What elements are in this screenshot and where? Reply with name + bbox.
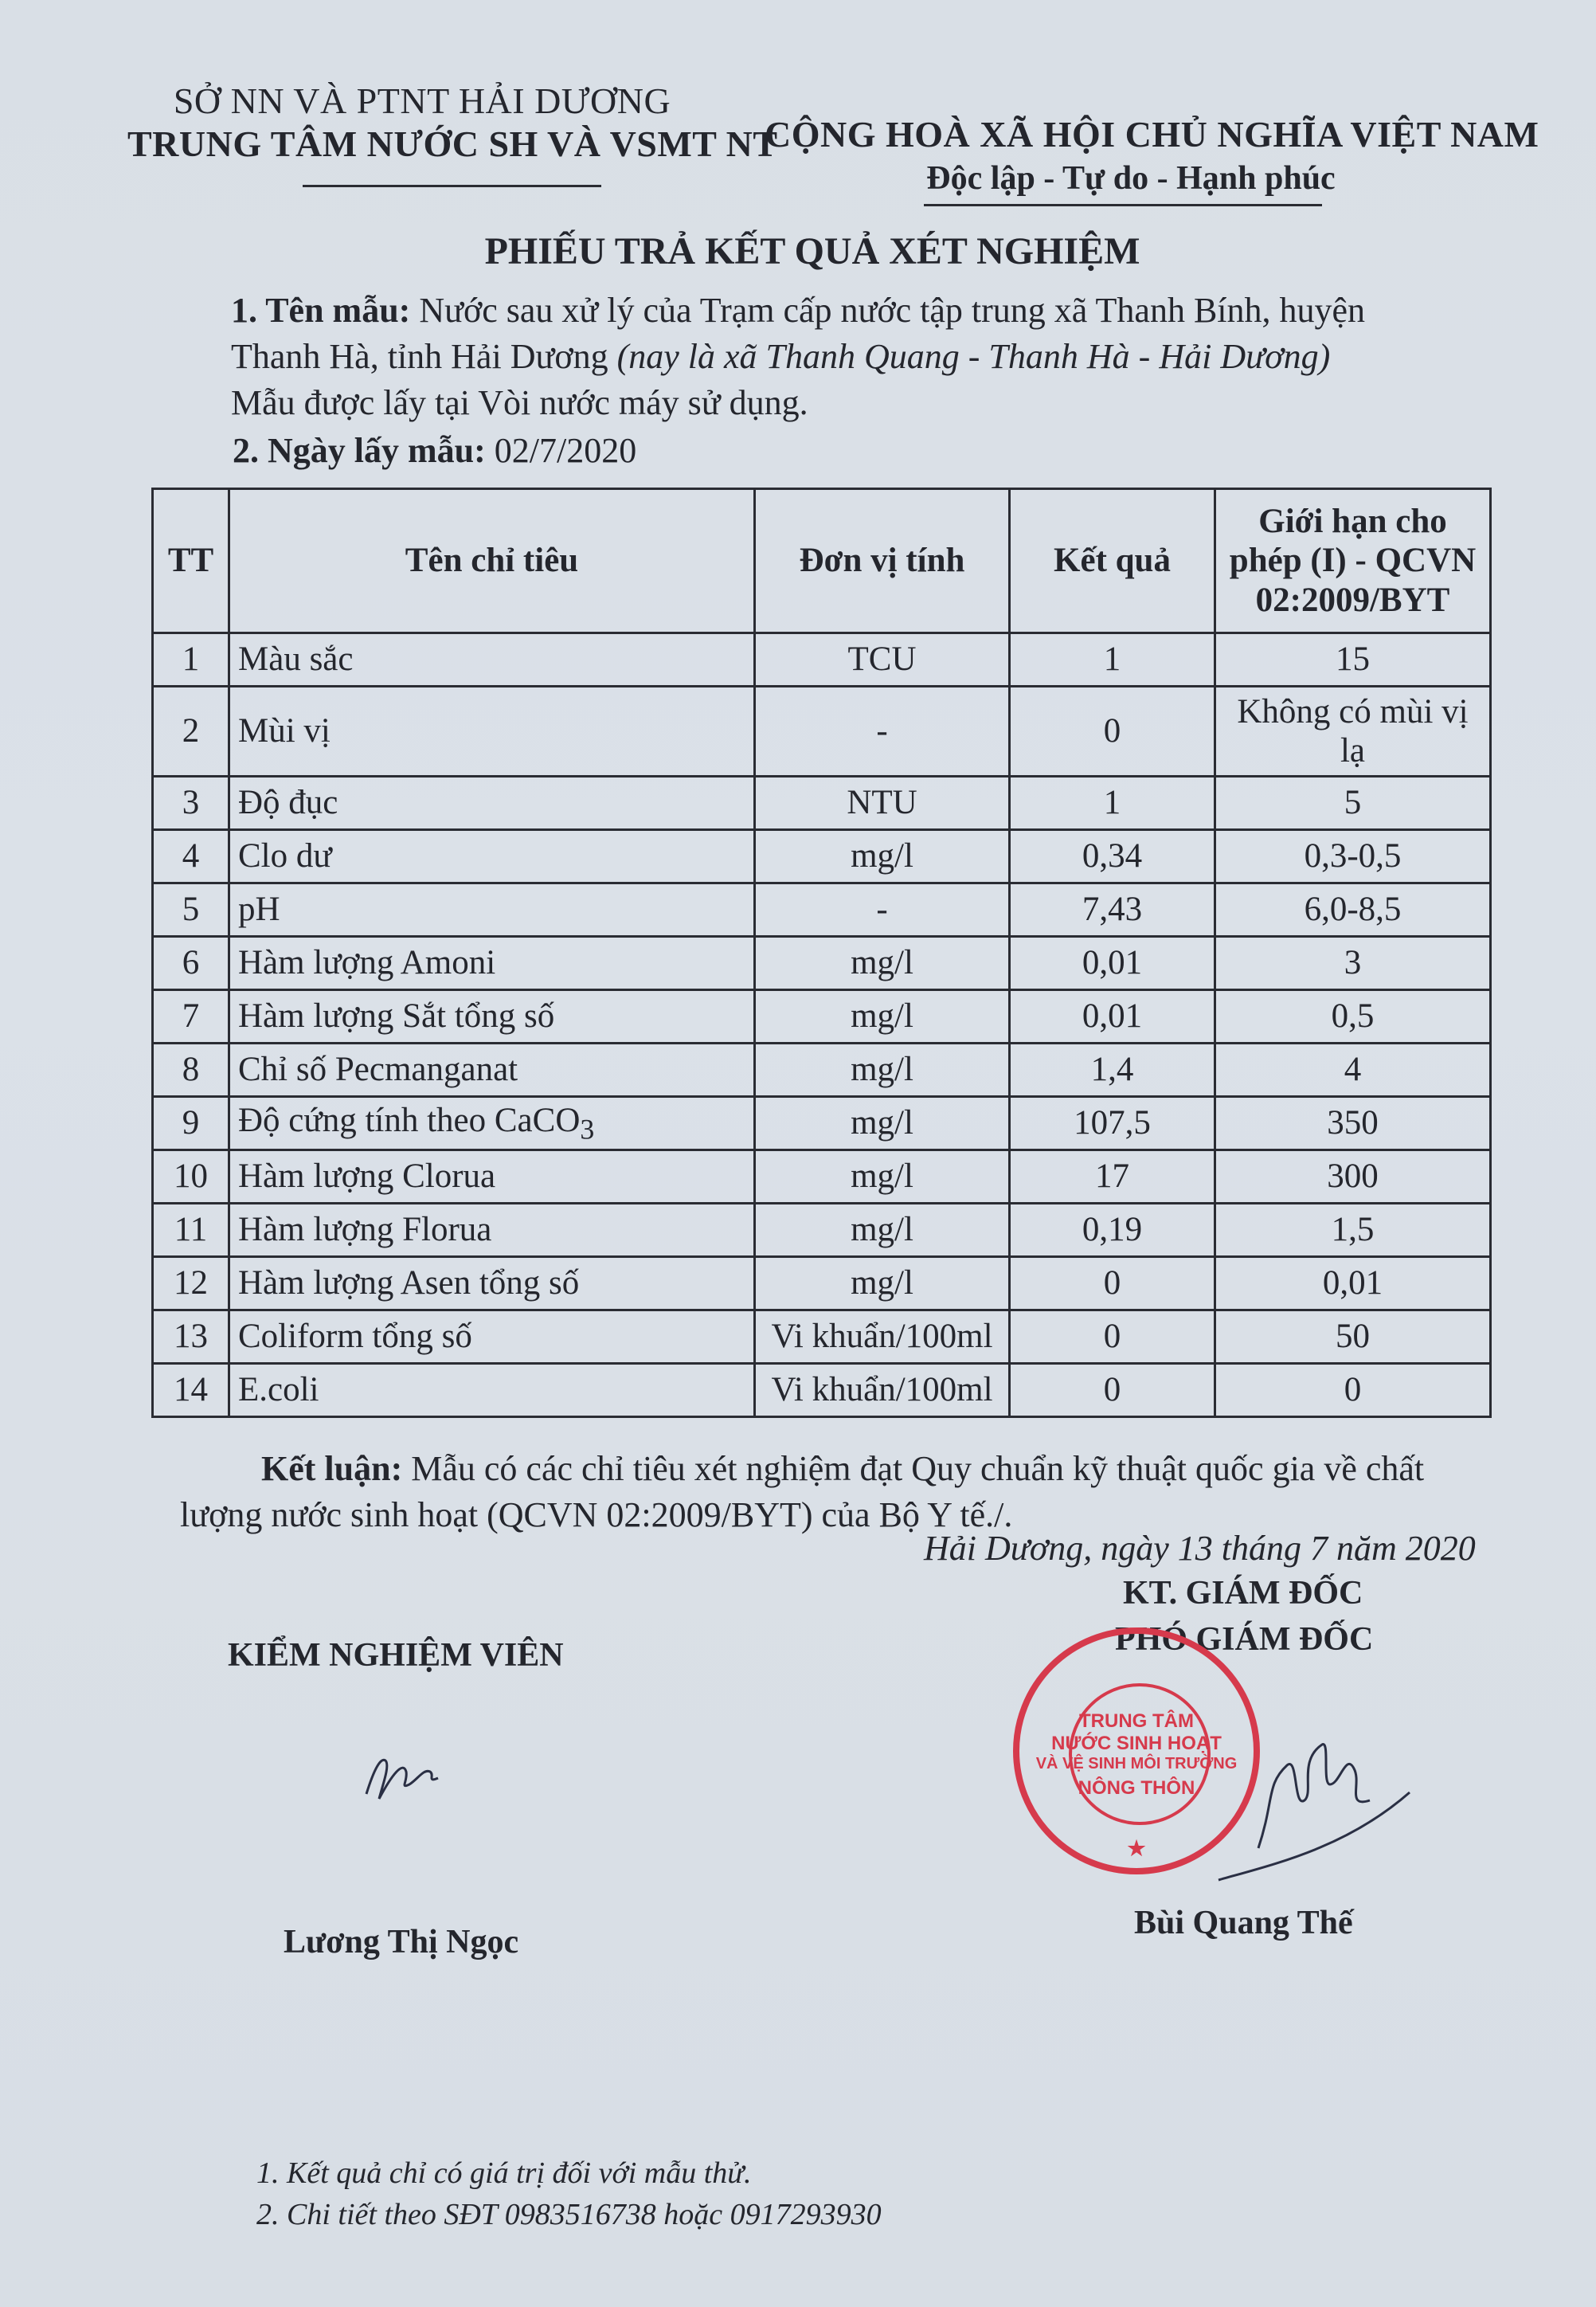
cell-tt-text: 8 bbox=[182, 1051, 200, 1089]
seal-line-3: VÀ VỆ SINH MÔI TRƯỜNG bbox=[1035, 1755, 1238, 1772]
sample-name-line-2 bbox=[231, 336, 1330, 377]
cell-name-text: Hàm lượng Florua bbox=[238, 1211, 492, 1249]
cell-result-text: 1,4 bbox=[1090, 1051, 1134, 1089]
cell-unit-text: TCU bbox=[847, 640, 917, 679]
cell-limit-text: 300 bbox=[1327, 1157, 1379, 1196]
cell-result bbox=[1010, 1310, 1215, 1364]
director-name: Bùi Quang Thế bbox=[1134, 1905, 1353, 1941]
conclusion-line-2: lượng nước sinh hoạt (QCVN 02:2009/BYT) của Bộ Y tế./. bbox=[180, 1495, 1013, 1534]
cell-name bbox=[229, 830, 755, 883]
cell-name bbox=[229, 1364, 755, 1417]
motto-underline bbox=[924, 204, 1322, 206]
cell-tt bbox=[153, 687, 229, 777]
cell-name bbox=[229, 777, 755, 830]
cell-name-text: Màu sắc bbox=[238, 640, 354, 679]
cell-name-text: Chỉ số Pecmanganat bbox=[238, 1051, 518, 1089]
cell-limit-text: 0,5 bbox=[1331, 997, 1375, 1036]
cell-name bbox=[229, 1257, 755, 1310]
cell-unit bbox=[755, 1044, 1010, 1097]
table-row bbox=[153, 633, 1491, 687]
cell-unit-text: mg/l bbox=[851, 1264, 913, 1302]
cell-name-text: Mùi vị bbox=[238, 712, 331, 750]
cell-result-text: 1 bbox=[1103, 784, 1121, 822]
cell-unit-text: mg/l bbox=[851, 1211, 913, 1249]
cell-name bbox=[229, 937, 755, 990]
cell-limit bbox=[1215, 1204, 1491, 1257]
cell-tt-text: 2 bbox=[182, 712, 200, 750]
table-row bbox=[153, 990, 1491, 1044]
seal-line-2: NƯỚC SINH HOẠT bbox=[1051, 1733, 1222, 1754]
cell-name bbox=[229, 687, 755, 777]
table-row bbox=[153, 1204, 1491, 1257]
date-place: Hải Dương, ngày 13 tháng 7 năm 2020 bbox=[924, 1529, 1476, 1568]
cell-result bbox=[1010, 1257, 1215, 1310]
cell-tt bbox=[153, 830, 229, 883]
cell-limit bbox=[1215, 1310, 1491, 1364]
cell-result bbox=[1010, 1097, 1215, 1150]
cell-result-text: 7,43 bbox=[1082, 891, 1143, 929]
director-title-1: KT. GIÁM ĐỐC bbox=[1123, 1575, 1363, 1612]
sample-name-line bbox=[231, 290, 1365, 331]
cell-result-text: 0 bbox=[1103, 1264, 1121, 1302]
cell-name-text: pH bbox=[238, 891, 280, 929]
cell-unit-text: Vi khuẩn/100ml bbox=[771, 1318, 993, 1356]
results-table bbox=[151, 488, 1492, 1418]
cell-unit bbox=[755, 990, 1010, 1044]
cell-name bbox=[229, 1150, 755, 1204]
cell-limit-text: 350 bbox=[1327, 1104, 1379, 1142]
inspector-name: Lương Thị Ngọc bbox=[284, 1924, 519, 1960]
table-row bbox=[153, 1097, 1491, 1150]
cell-limit bbox=[1215, 1257, 1491, 1310]
cell-limit bbox=[1215, 1044, 1491, 1097]
sample-location: Mẫu được lấy tại Vòi nước máy sử dụng. bbox=[231, 383, 808, 422]
cell-tt bbox=[153, 883, 229, 937]
cell-unit-text: - bbox=[876, 891, 888, 929]
sample-province-note: (nay là xã Thanh Quang - Thanh Hà - Hải Dương) bbox=[616, 337, 1331, 376]
cell-name bbox=[229, 1310, 755, 1364]
cell-result-text: 0 bbox=[1103, 712, 1121, 750]
cell-tt bbox=[153, 1310, 229, 1364]
cell-result bbox=[1010, 777, 1215, 830]
sample-province: Thanh Hà, tỉnh Hải Dương bbox=[231, 337, 608, 376]
sample-name-label: 1. Tên mẫu: bbox=[231, 291, 411, 330]
cell-result bbox=[1010, 990, 1215, 1044]
cell-limit-text: 0 bbox=[1344, 1371, 1362, 1409]
country-name: CỘNG HOÀ XÃ HỘI CHỦ NGHĨA VIỆT NAM bbox=[765, 114, 1539, 155]
table-row bbox=[153, 687, 1491, 777]
cell-limit-text: Không có mùi vị lạ bbox=[1237, 692, 1469, 770]
cell-result bbox=[1010, 633, 1215, 687]
seal-line-1: TRUNG TÂM bbox=[1079, 1710, 1194, 1732]
cell-result bbox=[1010, 1364, 1215, 1417]
cell-limit bbox=[1215, 777, 1491, 830]
cell-result bbox=[1010, 1044, 1215, 1097]
cell-name bbox=[229, 1044, 755, 1097]
cell-limit bbox=[1215, 687, 1491, 777]
sample-date-label: 2. Ngày lấy mẫu: bbox=[233, 431, 486, 470]
col-header-name: Tên chỉ tiêu bbox=[229, 489, 755, 633]
cell-result-text: 0,01 bbox=[1082, 997, 1143, 1036]
cell-unit bbox=[755, 1097, 1010, 1150]
inspector-title: KIỂM NGHIỆM VIÊN bbox=[228, 1637, 564, 1674]
cell-result-text: 0,19 bbox=[1082, 1211, 1143, 1249]
footnote-2: 2. Chi tiết theo SĐT 0983516738 hoặc 0917293930 bbox=[256, 2198, 882, 2231]
cell-name bbox=[229, 1097, 755, 1150]
cell-result bbox=[1010, 883, 1215, 937]
cell-tt bbox=[153, 1257, 229, 1310]
cell-name-text: E.coli bbox=[238, 1371, 319, 1409]
cell-name-text: Hàm lượng Amoni bbox=[238, 944, 496, 982]
cell-tt-text: 7 bbox=[182, 997, 200, 1036]
cell-tt bbox=[153, 1204, 229, 1257]
cell-tt-text: 1 bbox=[182, 640, 200, 679]
cell-limit-text: 0,3-0,5 bbox=[1304, 837, 1402, 875]
cell-name-text: Coliform tổng số bbox=[238, 1318, 472, 1356]
cell-result-text: 0,34 bbox=[1082, 837, 1143, 875]
conclusion-label: Kết luận: bbox=[261, 1449, 403, 1488]
col-header-tt: TT bbox=[153, 489, 229, 633]
cell-tt-text: 13 bbox=[174, 1318, 208, 1356]
cell-name-text: Độ đục bbox=[238, 784, 338, 822]
cell-result bbox=[1010, 937, 1215, 990]
cell-limit bbox=[1215, 1150, 1491, 1204]
cell-tt-text: 10 bbox=[174, 1157, 208, 1196]
cell-limit bbox=[1215, 633, 1491, 687]
cell-result-text: 17 bbox=[1095, 1157, 1129, 1196]
cell-name-subscript: 3 bbox=[580, 1113, 595, 1146]
cell-result bbox=[1010, 830, 1215, 883]
cell-limit-text: 1,5 bbox=[1331, 1211, 1375, 1249]
cell-name bbox=[229, 633, 755, 687]
cell-tt bbox=[153, 1044, 229, 1097]
cell-unit bbox=[755, 1364, 1010, 1417]
table-row bbox=[153, 1044, 1491, 1097]
center-name: TRUNG TÂM NƯỚC SH VÀ VSMT NT bbox=[127, 123, 778, 164]
cell-tt-text: 11 bbox=[174, 1211, 208, 1249]
cell-unit bbox=[755, 1257, 1010, 1310]
table-row bbox=[153, 1150, 1491, 1204]
cell-tt-text: 4 bbox=[182, 837, 200, 875]
cell-unit-text: mg/l bbox=[851, 1157, 913, 1196]
cell-result bbox=[1010, 1150, 1215, 1204]
cell-unit-text: mg/l bbox=[851, 997, 913, 1036]
cell-tt bbox=[153, 1097, 229, 1150]
table-row bbox=[153, 1310, 1491, 1364]
cell-unit-text: - bbox=[876, 712, 888, 750]
cell-unit bbox=[755, 777, 1010, 830]
cell-limit bbox=[1215, 1364, 1491, 1417]
sample-name-text: Nước sau xử lý của Trạm cấp nước tập trung xã Thanh Bính, huyện bbox=[419, 291, 1366, 330]
cell-name-text: Độ cứng tính theo CaCO bbox=[238, 1101, 581, 1139]
cell-unit bbox=[755, 830, 1010, 883]
cell-name-text: Clo dư bbox=[238, 837, 332, 875]
cell-name-text: Hàm lượng Clorua bbox=[238, 1157, 496, 1196]
conclusion-line-1 bbox=[261, 1448, 1424, 1489]
seal-star-icon: ★ bbox=[1127, 1836, 1146, 1860]
col-header-limit: Giới hạn cho phép (I) - QCVN 02:2009/BYT bbox=[1215, 489, 1491, 633]
cell-tt-text: 12 bbox=[174, 1264, 208, 1302]
cell-unit-text: mg/l bbox=[851, 944, 913, 982]
document-title: PHIẾU TRẢ KẾT QUẢ XÉT NGHIỆM bbox=[484, 230, 1140, 272]
cell-name bbox=[229, 1204, 755, 1257]
col-header-result: Kết quả bbox=[1010, 489, 1215, 633]
cell-limit bbox=[1215, 990, 1491, 1044]
cell-limit bbox=[1215, 883, 1491, 937]
cell-unit-text: Vi khuẩn/100ml bbox=[771, 1371, 993, 1409]
cell-unit-text: mg/l bbox=[851, 1104, 913, 1142]
cell-result-text: 0,01 bbox=[1082, 944, 1143, 982]
cell-result-text: 107,5 bbox=[1074, 1104, 1151, 1142]
table-row bbox=[153, 937, 1491, 990]
cell-limit bbox=[1215, 1097, 1491, 1150]
inspector-signature bbox=[350, 1737, 462, 1816]
col-header-unit: Đơn vị tính bbox=[755, 489, 1010, 633]
cell-limit bbox=[1215, 937, 1491, 990]
table-header-row bbox=[153, 489, 1491, 633]
cell-tt-text: 6 bbox=[182, 944, 200, 982]
motto: Độc lập - Tự do - Hạnh phúc bbox=[926, 160, 1336, 197]
cell-tt-text: 3 bbox=[182, 784, 200, 822]
cell-limit-text: 0,01 bbox=[1322, 1264, 1383, 1302]
cell-name-text: Hàm lượng Sắt tổng số bbox=[238, 997, 555, 1036]
table-body bbox=[153, 633, 1491, 1417]
left-header-underline bbox=[303, 185, 601, 187]
cell-limit-text: 4 bbox=[1344, 1051, 1362, 1089]
table-row bbox=[153, 883, 1491, 937]
cell-limit-text: 5 bbox=[1344, 784, 1362, 822]
cell-unit bbox=[755, 1310, 1010, 1364]
cell-tt-text: 14 bbox=[174, 1371, 208, 1409]
cell-limit-text: 6,0-8,5 bbox=[1304, 891, 1402, 929]
sample-date-value: 02/7/2020 bbox=[494, 431, 637, 470]
cell-unit-text: NTU bbox=[847, 784, 917, 822]
cell-tt bbox=[153, 633, 229, 687]
cell-unit-text: mg/l bbox=[851, 1051, 913, 1089]
director-title-2: PHÓ GIÁM ĐỐC bbox=[1115, 1621, 1374, 1658]
cell-tt bbox=[153, 990, 229, 1044]
agency-name: SỞ NN VÀ PTNT HẢI DƯƠNG bbox=[173, 80, 671, 121]
sample-date-line bbox=[233, 430, 636, 471]
cell-result bbox=[1010, 687, 1215, 777]
cell-tt bbox=[153, 937, 229, 990]
footnote-1: 1. Kết quả chỉ có giá trị đối với mẫu thử. bbox=[256, 2156, 752, 2190]
cell-tt-text: 5 bbox=[182, 891, 200, 929]
cell-tt bbox=[153, 777, 229, 830]
cell-unit bbox=[755, 937, 1010, 990]
cell-name bbox=[229, 883, 755, 937]
cell-tt-text: 9 bbox=[182, 1104, 200, 1142]
cell-limit-text: 15 bbox=[1336, 640, 1370, 679]
cell-limit-text: 3 bbox=[1344, 944, 1362, 982]
cell-result-text: 0 bbox=[1103, 1371, 1121, 1409]
cell-result bbox=[1010, 1204, 1215, 1257]
seal-line-4: NÔNG THÔN bbox=[1078, 1777, 1195, 1799]
director-signature bbox=[1211, 1689, 1418, 1896]
cell-unit bbox=[755, 687, 1010, 777]
cell-limit bbox=[1215, 830, 1491, 883]
cell-unit bbox=[755, 1150, 1010, 1204]
cell-unit bbox=[755, 883, 1010, 937]
cell-unit bbox=[755, 633, 1010, 687]
cell-unit bbox=[755, 1204, 1010, 1257]
cell-limit-text: 50 bbox=[1336, 1318, 1370, 1356]
cell-result-text: 0 bbox=[1103, 1318, 1121, 1356]
cell-result-text: 1 bbox=[1103, 640, 1121, 679]
table-row bbox=[153, 1257, 1491, 1310]
cell-name bbox=[229, 990, 755, 1044]
table-row bbox=[153, 830, 1491, 883]
table-row bbox=[153, 1364, 1491, 1417]
conclusion-text: Mẫu có các chỉ tiêu xét nghiệm đạt Quy chuẩn kỹ thuật quốc gia về chất bbox=[411, 1449, 1425, 1488]
cell-unit-text: mg/l bbox=[851, 837, 913, 875]
table-row bbox=[153, 777, 1491, 830]
cell-tt bbox=[153, 1364, 229, 1417]
cell-tt bbox=[153, 1150, 229, 1204]
cell-name-text: Hàm lượng Asen tổng số bbox=[238, 1264, 580, 1302]
